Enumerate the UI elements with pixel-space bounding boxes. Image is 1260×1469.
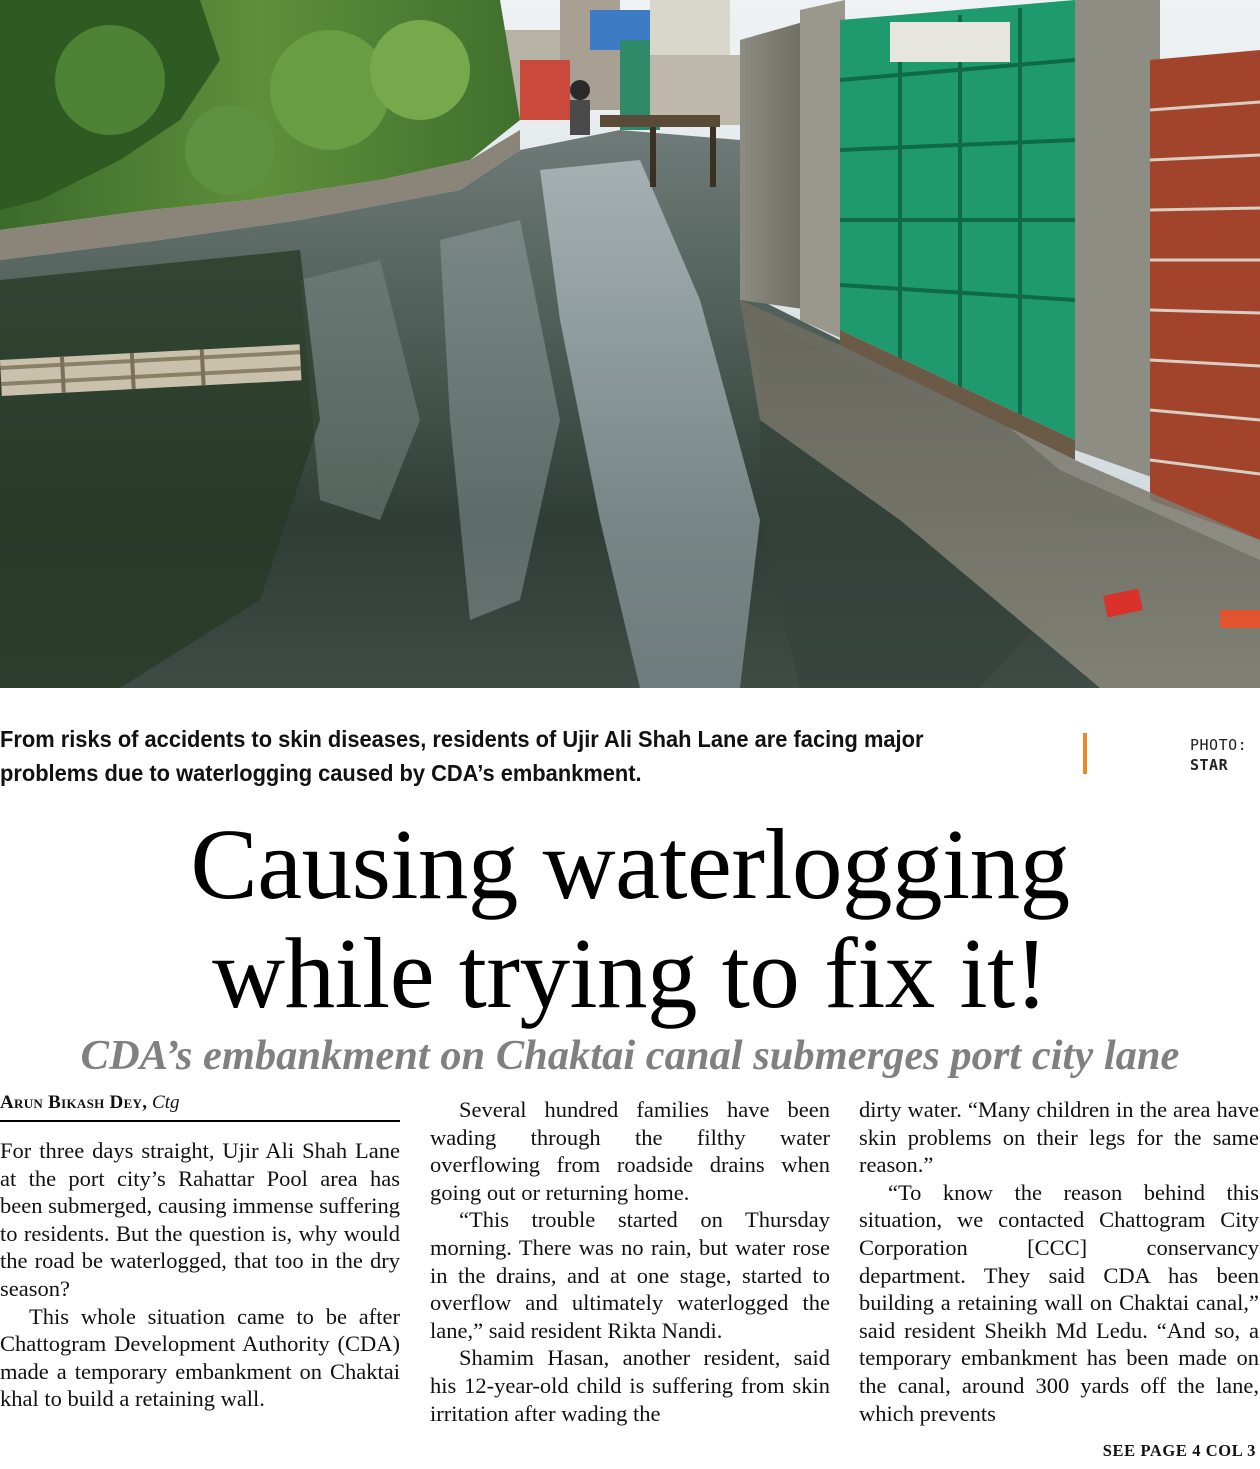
photo-credit-label: PHOTO: <box>1190 736 1248 754</box>
article-column-2 <box>430 1096 830 1427</box>
photo-caption: From risks of accidents to skin diseases, residents of Ujir Ali Shah Lane are facing major problems due to waterlogging caused by CDA’s embankment. <box>0 726 924 786</box>
article-column-1 <box>0 1137 400 1413</box>
headline-line-2: while trying to fix it! <box>212 917 1048 1029</box>
waterlogged-lane-photo <box>0 0 1260 688</box>
article-paragraph: dirty water. “Many children in the area have skin problems on their legs for the same reason.” <box>859 1097 1259 1178</box>
article-paragraph: Several hundred families have been wading through the filthy water overflowing from roadside drains when going out or returning home. <box>430 1097 830 1205</box>
headline-line-1: Causing waterlogging <box>190 808 1070 920</box>
article-paragraph: For three days straight, Ujir Ali Shah Lane at the port city’s Rahattar Pool area has been submerged, causing immense suffering to residents. But the question is, why would the road be waterlogged, that too in the dry season? <box>0 1138 400 1301</box>
caption-divider <box>1083 733 1087 774</box>
article-paragraph: “To know the reason behind this situation, we contacted Chattogram City Corporation [CCC] conservancy department. They said CDA has been building a retaining wall on Chaktai canal,” said resident Sheikh Md Ledu. “And so, a temporary embankment has been made on the canal, around 300 yards off the lane, which prevents <box>859 1179 1259 1426</box>
headline <box>0 810 1260 1028</box>
byline <box>0 1090 400 1122</box>
byline-location: Ctg <box>152 1092 180 1113</box>
photo-credit <box>1190 735 1247 775</box>
continued-on-link[interactable]: SEE PAGE 4 COL 3 <box>1102 1441 1256 1460</box>
article-paragraph: This whole situation came to be after Chattogram Development Authority (CDA) made a temporary embankment on Chaktai khal to build a retaining wall. <box>0 1303 400 1412</box>
article-column-3 <box>859 1096 1259 1427</box>
byline-author: Arun Bikash Dey, <box>0 1092 148 1113</box>
article-paragraph: “This trouble started on Thursday morning. There was no rain, but water rose in the drains, and at one stage, started to overflow and ultimately waterlogged the lane,” said resident Rikta Nandi. <box>430 1207 830 1343</box>
subheadline: CDA’s embankment on Chaktai canal submerges port city lane <box>80 1032 1180 1079</box>
article-paragraph: Shamim Hasan, another resident, said his 12-year-old child is suffering from skin irritation after wading the <box>430 1345 830 1426</box>
photo-credit-source: STAR <box>1190 756 1229 774</box>
